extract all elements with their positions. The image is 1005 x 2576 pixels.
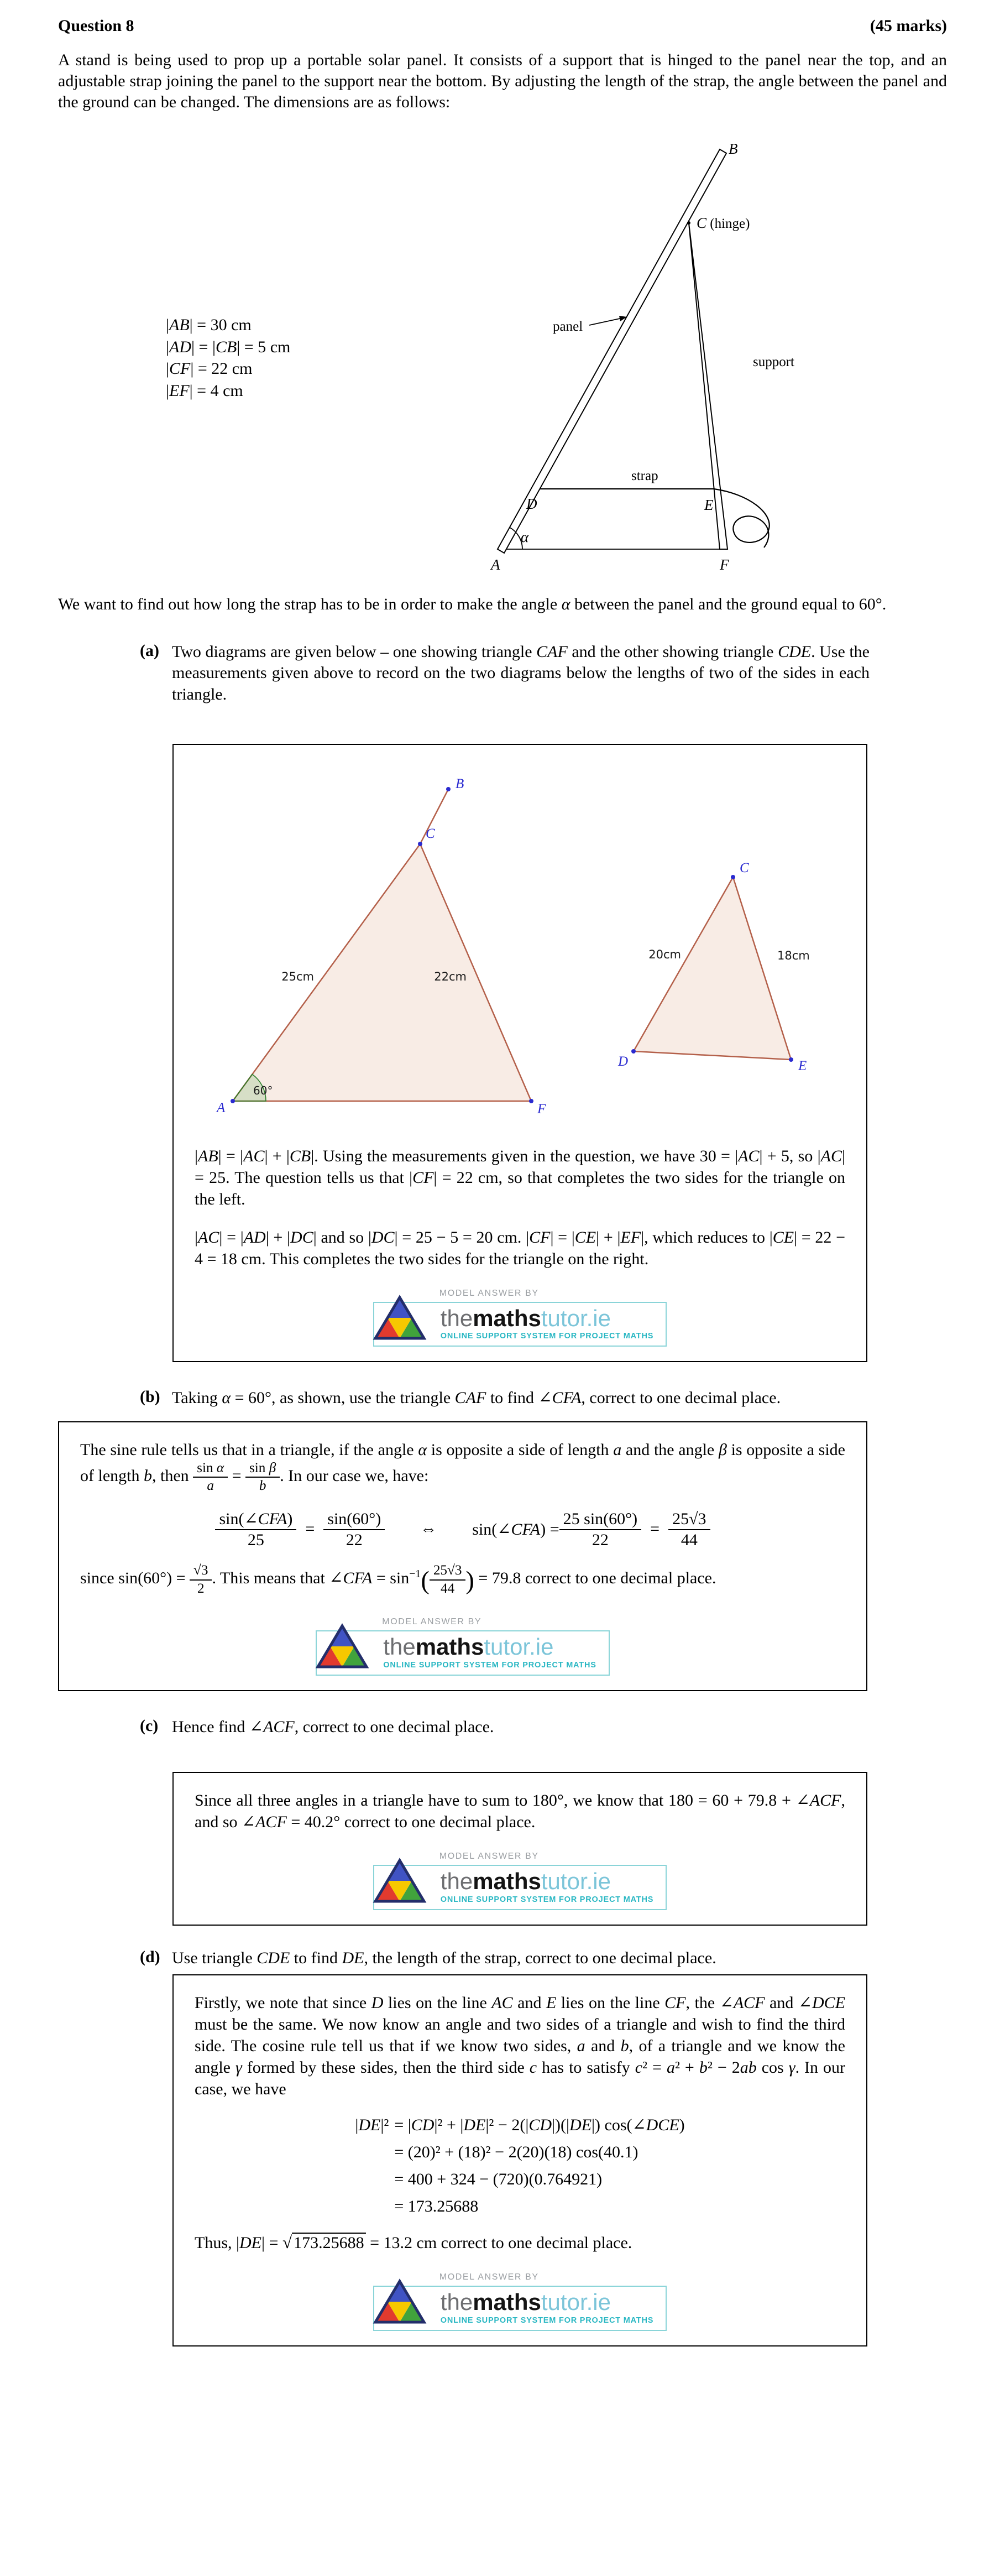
inline-fraction-sina-a: $\frac{\text{sin α}}{a}$ <box>193 1461 228 1494</box>
part-a <box>58 642 947 705</box>
part-a-text: Two diagrams are given below – one showing triangle CAF and the other showing triangle CDE. Use the measurements given above to record on the two diagrams below the lengths of two of the sides in each triangle. <box>172 643 870 703</box>
logo-triangle-top <box>388 2281 412 2302</box>
part-c-label: (c) <box>140 1716 159 1735</box>
iff-symbol: ⇔ <box>420 1520 437 1539</box>
wordmark-the: the <box>440 2289 473 2316</box>
wordmark-maths: maths <box>473 1305 541 1331</box>
brand-wordmark <box>441 1307 653 1331</box>
part-b-text: Taking α = 60°, as shown, use the triangle CAF to find ∠CFA, correct to one decimal place. <box>172 1389 781 1407</box>
equation-rhs-4: = 173.25688 <box>394 2197 479 2215</box>
mathstutor-triangle-logo <box>371 2277 428 2330</box>
part-c <box>58 1717 947 1738</box>
label-d: D <box>526 496 537 513</box>
part-d-label: (d) <box>140 1947 160 1966</box>
wordmark-maths: maths <box>473 1868 541 1894</box>
label-e: E <box>704 497 714 514</box>
brand-logo-inner <box>373 1852 667 1910</box>
square-root-expression <box>282 2234 366 2252</box>
vertex-label-e: E <box>798 1058 807 1073</box>
fraction-25sin60-22: $\frac{25 \sin(60^\circ)}{22}$ <box>559 1510 642 1548</box>
answer-box-a <box>172 744 867 1363</box>
since-text: since sin(60°) = <box>80 1569 190 1588</box>
wordmark-the: the <box>383 1633 416 1660</box>
brand-logo <box>195 1289 845 1347</box>
equals-sign: = <box>650 1520 660 1539</box>
model-answer-by-label: MODEL ANSWER BY <box>439 1851 539 1861</box>
label-alpha: α <box>521 529 529 546</box>
radical-sign: √ <box>282 2232 292 2252</box>
given-measurement-ad-cb: |AD| = |CB| = 5 cm <box>166 337 291 356</box>
equals-sign: = <box>305 1520 315 1539</box>
given-measurement-ef: |EF| = 4 cm <box>166 382 243 400</box>
this-means-text: . This means that ∠CFA = $\sin^{-1}$ <box>212 1568 421 1588</box>
vertex-label-a: A <box>216 1100 225 1115</box>
wordmark-maths: maths <box>473 2289 541 2316</box>
triangle-caf <box>233 844 531 1101</box>
stand-diagram <box>470 132 884 574</box>
vertex-label-f: F <box>537 1101 546 1117</box>
mathstutor-triangle-logo <box>313 1621 371 1675</box>
logo-triangle-top <box>388 1297 412 1318</box>
question-title: Question 8 <box>58 17 134 35</box>
brand-logo <box>195 1852 845 1910</box>
fraction-sin-cfa-25: sin(∠CFA) 25 <box>215 1510 296 1548</box>
equation-rhs-3: = 400 + 324 − (720)(0.764921) <box>394 2170 603 2188</box>
answer-a-paragraph-2: |AC| = |AD| + |DC| and so |DC| = 25 − 5 = 20 cm. |CF| = |CE| + |EF|, which reduces to |CE| = 22 − 4 = 18 cm. This completes the two sides for the triangle on the right. <box>195 1228 846 1268</box>
fraction-sin60-22: $\frac{\sin(60^\circ)}{22}$ <box>323 1510 385 1548</box>
brand-logo <box>195 2272 845 2331</box>
inline-fraction-25root3-44: $\frac{25√3}{44}$ <box>430 1563 466 1596</box>
wordmark-maths: maths <box>415 1633 484 1660</box>
point-a <box>231 1099 235 1103</box>
brand-logo-box <box>373 1302 667 1347</box>
goal-paragraph: We want to find out how long the strap has to be in order to make the angle α between the panel and the ground equal to 60°. <box>58 595 887 614</box>
equation-lhs-empty <box>355 2168 389 2190</box>
given-measurement-ab: |AB| = 30 cm <box>166 316 252 335</box>
inline-fraction-sinb-b: $\frac{\text{sin β}}{b}$ <box>245 1461 280 1494</box>
vertex-label-c-right: C <box>739 860 749 875</box>
answer-c-paragraph: Since all three angles in a triangle have to sum to 180°, we know that 180 = 60 + 79.8 + ∠ACF, and so ∠ACF = 40.2° correct to one decimal place. <box>195 1791 845 1831</box>
answer-b-paragraph-2 <box>80 1563 845 1598</box>
label-b: B <box>729 140 738 158</box>
point-b <box>446 787 451 791</box>
side-label-dc: 20cm <box>648 947 681 961</box>
equation-rhs-2: = (20)² + (18)² − 2(20)(18) cos(40.1) <box>394 2142 638 2161</box>
inline-fraction-root3-2: $\frac{√3}{2}$ <box>190 1563 212 1596</box>
part-d <box>58 1948 947 1969</box>
vertex-label-c-left: C <box>425 826 435 841</box>
label-a: A <box>491 556 500 573</box>
result-text: = 79.8 correct to one decimal place. <box>474 1569 716 1588</box>
triangles-diagram <box>202 764 838 1129</box>
logo-triangle-top <box>388 1860 412 1881</box>
hinge-point <box>687 221 690 225</box>
wordmark-the: the <box>440 1305 473 1331</box>
wordmark-the: the <box>440 1868 473 1894</box>
wordmark-tutor: tutor.ie <box>541 2289 611 2316</box>
answer-b-paragraph-1 <box>80 1439 845 1494</box>
label-support: support <box>753 354 794 370</box>
side-label-ce: 18cm <box>777 948 810 962</box>
brand-tagline: ONLINE SUPPORT SYSTEM FOR PROJECT MATHS <box>440 1332 654 1341</box>
wordmark-tutor: tutor.ie <box>541 1868 611 1894</box>
label-strap: strap <box>631 468 658 484</box>
wordmark-tutor: tutor.ie <box>484 1633 554 1660</box>
brand-logo-inner <box>316 1617 609 1676</box>
answer-box-d <box>172 1974 867 2346</box>
label-f: F <box>720 556 729 573</box>
point-c-right <box>731 875 735 879</box>
sine-rule-text-pre: The sine rule tells us that in a triangle, if the angle α is opposite a side of length a and the angle β is opposite a side of length b, then <box>80 1440 845 1485</box>
point-e <box>789 1057 793 1062</box>
right-paren: ) <box>465 1567 474 1595</box>
wordmark-tutor: tutor.ie <box>541 1305 611 1331</box>
side-label-cf: 22cm <box>433 969 467 983</box>
vertex-label-b: B <box>455 776 464 791</box>
part-b <box>58 1388 947 1409</box>
answer-box-c <box>172 1772 867 1926</box>
brand-logo-box <box>373 2286 667 2331</box>
angle-label-60: 60° <box>253 1083 273 1097</box>
thus-text: Thus, |DE| = <box>195 2233 282 2252</box>
model-answer-by-label: MODEL ANSWER BY <box>439 2272 539 2282</box>
equals-sign: = <box>232 1466 242 1485</box>
triangle-cde <box>634 877 791 1060</box>
point-d <box>631 1049 636 1054</box>
intro-paragraph: A stand is being used to prop up a portable solar panel. It consists of a support that is hinged to the panel near the top, and an adjustable strap joining the panel to the support near the bottom. By adjusting the length of the strap, the angle between the panel and the ground can be changed. The dimensions are as follows: <box>58 51 947 112</box>
brand-tagline: ONLINE SUPPORT SYSTEM FOR PROJECT MATHS <box>440 1895 654 1904</box>
model-answer-by-label: MODEL ANSWER BY <box>382 1616 482 1626</box>
answer-d-paragraph-1: Firstly, we note that since D lies on the line AC and E lies on the line CF, the ∠ACF and ∠DCE must be the same. We now know an angle and two sides of a triangle and wish to find the third side. The cosine rule tell us that if we know two sides, a and b, of a triangle and we know the angle γ formed by these sides, then the third side c has to satisfy c² = a² + b² − 2ab cos γ. In our case, we have <box>195 1993 846 2098</box>
equation-lhs: |DE|² <box>355 2115 389 2134</box>
part-b-label: (b) <box>140 1388 160 1406</box>
given-measurements <box>166 314 290 401</box>
sine-rule-text-post: . In our case we, have: <box>280 1466 429 1485</box>
brand-logo-inner <box>373 1289 667 1347</box>
panel-leader-line <box>589 318 622 325</box>
brand-wordmark <box>383 1635 596 1659</box>
label-c-hinge: C (hinge) <box>697 215 750 232</box>
point-c-left <box>418 842 422 846</box>
part-c-text: Hence find ∠ACF, correct to one decimal place. <box>172 1717 494 1736</box>
label-panel: panel <box>553 319 583 335</box>
brand-logo-box <box>373 1865 667 1910</box>
answer-box-b <box>58 1421 867 1691</box>
vertex-label-d: D <box>617 1054 628 1069</box>
brand-logo-box <box>316 1630 609 1676</box>
given-measurement-cf: |CF| = 22 cm <box>166 359 253 378</box>
model-answer-by-label: MODEL ANSWER BY <box>439 1288 539 1298</box>
header <box>58 17 947 35</box>
equation-lhs-empty <box>355 2196 389 2217</box>
brand-logo <box>80 1617 845 1676</box>
cosine-rule-working <box>195 2114 845 2217</box>
panel-shape <box>498 149 726 553</box>
equation-rhs-1: = |CD|² + |DE|² − 2(|CD|)(|DE|) cos(∠DCE) <box>394 2115 685 2134</box>
stand-figure <box>58 132 947 591</box>
brand-tagline: ONLINE SUPPORT SYSTEM FOR PROJECT MATHS <box>440 2316 654 2325</box>
equation-lhs-empty <box>355 2141 389 2163</box>
point-f <box>529 1099 533 1103</box>
answer-a-paragraph-1: |AB| = |AC| + |CB|. Using the measurements given in the question, we have 30 = |AC| + 5, so |AC| = 25. The question tells us that |CF| = 22 cm, so that completes the two sides for the triangle on the left. <box>195 1146 845 1208</box>
sine-rule-equation <box>80 1510 845 1548</box>
side-label-ac: 25cm <box>281 969 314 983</box>
marks-label: (45 marks) <box>870 17 947 35</box>
brand-wordmark <box>441 1870 653 1894</box>
fraction-25root3-44: $\frac{25√3}{44}$ <box>668 1510 710 1548</box>
final-result-text: = 13.2 cm correct to one decimal place. <box>365 2233 632 2252</box>
left-paren: ( <box>421 1567 430 1595</box>
mathstutor-triangle-logo <box>371 1293 428 1346</box>
part-a-label: (a) <box>140 642 159 660</box>
brand-tagline: ONLINE SUPPORT SYSTEM FOR PROJECT MATHS <box>383 1660 596 1670</box>
part-d-text: Use triangle CDE to find DE, the length of the strap, correct to one decimal place. <box>172 1948 716 1967</box>
answer-d-paragraph-2 <box>195 2231 845 2254</box>
radicand: 173.25688 <box>292 2233 366 2252</box>
equation-mid: sin(∠CFA) = <box>472 1520 559 1539</box>
brand-wordmark <box>441 2291 653 2314</box>
brand-logo-inner <box>373 2272 667 2331</box>
mathstutor-triangle-logo <box>371 1856 428 1909</box>
logo-triangle-top <box>330 1626 354 1646</box>
